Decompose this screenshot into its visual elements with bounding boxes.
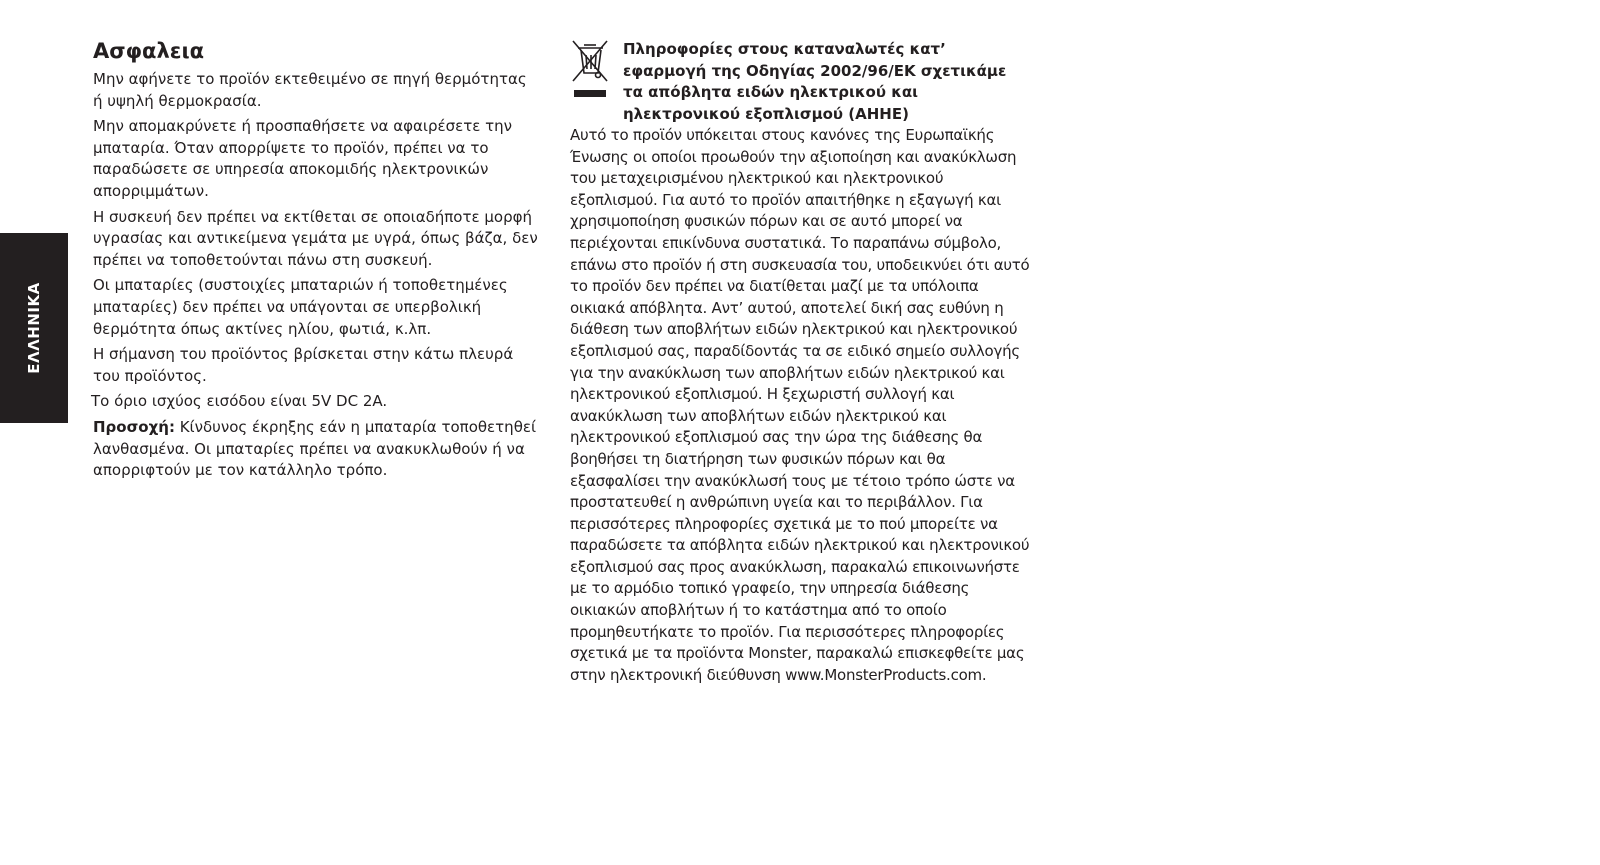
weee-section — [570, 39, 1030, 686]
safety-paragraph-moisture: Η συσκευή δεν πρέπει να εκτίθεται σε οποιαδήποτε μορφή υγρασίας και αντικείμενα γεμάτα με υγρά, όπως βάζα, δεν πρέπει να τοποθετούνται πάνω στη συσκευή. — [93, 207, 538, 269]
safety-paragraph-power-rating: Το όριο ισχύος εισόδου είναι 5V DC 2A. — [91, 392, 388, 411]
weee-body: Αυτό το προϊόν υπόκειται στους κανόνες της Ευρωπαϊκής Ένωσης οι οποίοι προωθούν την αξιοποίηση και ανακύκλωση του μεταχειρισμένου ηλεκτρικού και ηλεκτρονικού εξοπλισμού. Για αυτό το προϊόν απαιτήθηκε η εξαγωγή και χρησιμοποίηση φυσικών πόρων και σε αυτό μπορεί να περιέχονται επικίνδυνα συστατικά. Το παραπάνω σύμβολο, επάνω στο προϊόν ή στη συσκευασία του, υποδεικνύει ότι αυτό το προϊόν δεν πρέπει να διατίθεται μαζί με τα υπόλοιπα οικιακά απόβλητα. Αντ’ αυτού, αποτελεί δική σας ευθύνη η διάθεση των αποβλήτων ειδών ηλεκτρικού και ηλεκτρονικού εξοπλισμού σας, παραδίδοντάς τα σε ειδικό σημείο συλλογής για την ανακύκλωση των αποβλήτων ειδών ηλεκτρικού και ηλεκτρονικού εξοπλισμού. Η ξεχωριστή συλλογή και ανακύκλωση των αποβλήτων ειδών ηλεκτρικού και ηλεκτρονικού εξοπλισμού σας την ώρα της διάθεσης θα βοηθήσει τη διατήρηση των φυσικών πόρων και θα εξασφαλίσει την ανακύκλωσή τους με τέτοιο τρόπο ώστε να προστατευθεί η ανθρώπινη υγεία και το περιβάλλον. Για περισσότερες πληροφορίες σχετικά με το πού μπορείτε να παραδώσετε τα απόβλητα ειδών ηλεκτρικού και ηλεκτρονικού εξοπλισμού σας προς ανακύκλωση, παρακαλώ επικοινωνήστε με το αρμόδιο τοπικό γραφείο, την υπηρεσία διάθεσης οικιακών αποβλήτων ή το κατάστημα από το οποίο προμηθευτήκατε το προϊόν. Για περισσότερες πληροφορίες σχετικά με τα προϊόντα Monster, παρακαλώ επισκεφθείτε μας στην ηλεκτρονική διεύθυνση www.MonsterProducts.com. — [570, 126, 1030, 684]
weee-header — [570, 39, 1030, 125]
safety-paragraph-battery-heat: Οι μπαταρίες (συστοιχίες μπαταριών ή τοποθετημένες μπαταρίες) δεν πρέπει να υπάγονται σε υπερβολική θερμότητα όπως ακτίνες ηλίου, φωτιά, κ.λπ. — [93, 276, 508, 338]
crossed-out-wheelie-bin-icon — [570, 39, 610, 101]
safety-paragraph-heat: Μην αφήνετε το προϊόν εκτεθειμένο σε πηγή θερμότητας ή υψηλή θερμοκρασία. — [93, 70, 527, 110]
warning-text: Κίνδυνος έκρηξης εάν η μπαταρία τοποθετηθεί λανθασμένα. Οι μπαταρίες πρέπει να ανακυκλωθούν ή να απορριφτούν με τον κατάλληλο τρόπο. — [93, 417, 537, 480]
warning-label: Προσοχή: — [93, 417, 175, 436]
language-label: ΕΛΛΗΝΙΚΑ — [25, 282, 43, 374]
safety-paragraph-marking: Η σήμανση του προϊόντος βρίσκεται στην κάτω πλευρά του προϊόντος. — [93, 345, 514, 385]
weee-heading: Πληροφορίες στους καταναλωτές κατ’ εφαρμογή της Οδηγίας 2002/96/ΕΚ σχετικάμε τα απόβλητα ειδών ηλεκτρικού και ηλεκτρονικού εξοπλισμού (ΑΗΗΕ) — [623, 40, 1007, 123]
safety-heading: Ασφαλεια — [93, 39, 205, 63]
safety-warning — [93, 417, 538, 482]
safety-section — [93, 38, 538, 486]
safety-paragraph-battery-removal: Μην απομακρύνετε ή προσπαθήσετε να αφαιρέσετε την μπαταρία. Όταν απορρίψετε το προϊόν, πρέπει να το παραδώσετε σε υπηρεσία αποκομιδής ηλεκτρονικών απορριμμάτων. — [93, 117, 513, 200]
language-side-tab — [0, 233, 68, 423]
